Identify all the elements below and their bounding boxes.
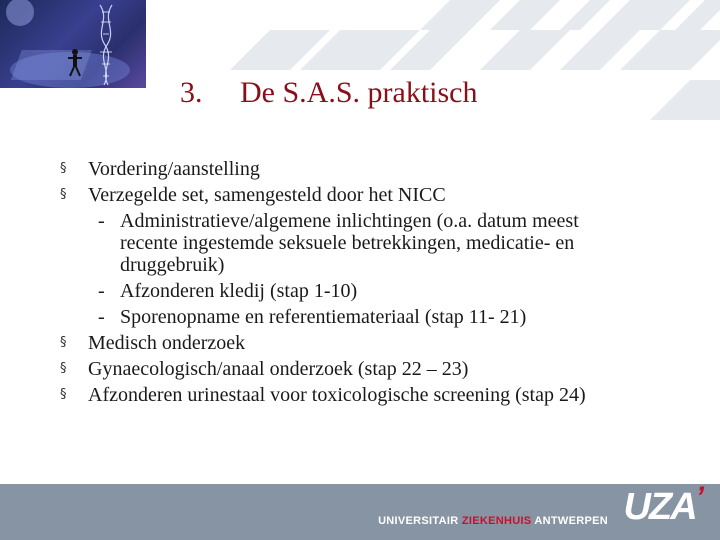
bullet-item <box>60 358 620 380</box>
square-bullet-icon: § <box>60 187 67 202</box>
bullet-item <box>60 184 620 206</box>
bullet-item <box>60 158 620 180</box>
slide-body <box>60 158 620 410</box>
square-bullet-icon: § <box>60 361 67 376</box>
sub-bullet-item <box>60 210 620 276</box>
square-bullet-icon: § <box>60 335 67 350</box>
sub-bullet-text: Afzonderen kledij (stap 1-10) <box>120 280 358 302</box>
logo-accent: ’ <box>695 481 702 514</box>
bullet-item <box>60 384 620 406</box>
corner-photo <box>0 0 146 88</box>
square-bullet-icon: § <box>60 387 67 402</box>
uza-logo <box>623 481 702 529</box>
institution-name <box>378 515 608 527</box>
sub-bullet-text: Sporenopname en referentiemateriaal (stap 11- 21) <box>120 306 527 328</box>
institution-part-2: ZIEKENHUIS <box>461 515 532 527</box>
sub-bullet-item <box>60 280 620 302</box>
bullet-text: Medisch onderzoek <box>88 332 246 354</box>
institution-part-1: UNIVERSITAIR <box>378 515 459 527</box>
bullet-text: Verzegelde set, samengesteld door het NICC <box>88 184 446 206</box>
dash-icon: - <box>98 210 105 232</box>
logo-text: UZA <box>623 486 696 528</box>
bullet-item <box>60 332 620 354</box>
footer-bar <box>0 481 720 540</box>
sub-bullet-item <box>60 306 620 328</box>
bullet-text: Afzonderen urinestaal voor toxicologische screening (stap 24) <box>88 384 586 406</box>
slide-title <box>180 76 477 110</box>
title-number: 3. <box>180 76 203 109</box>
dash-icon: - <box>98 280 105 302</box>
square-bullet-icon: § <box>60 161 67 176</box>
institution-part-3: ANTWERPEN <box>534 515 608 527</box>
title-text: De S.A.S. praktisch <box>240 76 478 109</box>
bullet-text: Vordering/aanstelling <box>88 158 260 180</box>
dash-icon: - <box>98 306 105 328</box>
sub-bullet-text: Administratieve/algemene inlichtingen (o.a. datum meest recente ingestemde seksuele betrekkingen, medicatie- en druggebruik) <box>120 210 579 276</box>
bullet-text: Gynaecologisch/anaal onderzoek (stap 22 – 23) <box>88 358 469 380</box>
